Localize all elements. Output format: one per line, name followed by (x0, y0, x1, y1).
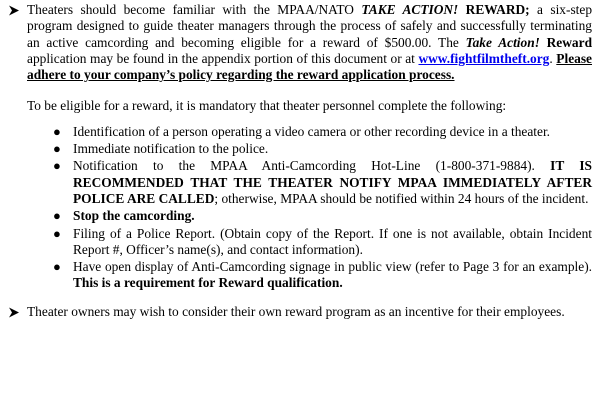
requirement-police-notification: Immediate notification to the police. (73, 141, 269, 157)
requirement-emphasis: This is a requirement for Reward qualification. (73, 275, 343, 291)
bullet-icon: ● (53, 208, 61, 224)
arrow-item-owner-reward (8, 304, 592, 320)
paragraph-text: a six-step program designed to guide theater managers through the process of safely and successfully terminating an active camcording and becoming eligible for a reward of $500.00. The (27, 2, 593, 50)
list-item (53, 141, 592, 157)
bullet-icon: ● (53, 123, 61, 139)
arrow-item-take-action (8, 2, 592, 83)
arrow-bullet-icon (8, 304, 27, 318)
policy-notice: Please adhere to your company’s policy regarding the reward application process. (27, 50, 592, 83)
bullet-icon: ● (53, 225, 61, 241)
application-reward-word: Reward (539, 34, 593, 50)
list-item (53, 124, 592, 140)
bullet-icon: ● (53, 259, 61, 275)
requirement-text: ; otherwise, MPAA should be notified within 24 hours of the incident. (214, 190, 589, 206)
requirement-text: Notification to the MPAA Anti-Camcording Hot-Line (1-800-371-9884). (73, 158, 551, 174)
paragraph-text: application may be found in the appendix portion of this document or at (27, 50, 419, 66)
paragraph-text: . (549, 50, 557, 66)
requirement-identification: Identification of a person operating a video camera or other recording device in a theater. (73, 123, 551, 139)
eligibility-intro: To be eligible for a reward, it is mandatory that theater personnel complete the following: (27, 98, 507, 114)
take-action-paragraph (27, 2, 592, 83)
owner-reward-paragraph: Theater owners may wish to consider their own reward program as an incentive for their employees. (27, 303, 565, 319)
arrow-bullet-icon (8, 2, 27, 16)
fightfilmtheft-link[interactable]: www.fightfilmtheft.org (418, 50, 550, 66)
requirements-list (8, 124, 592, 292)
requirement-police-report: Filing of a Police Report. (Obtain copy of the Report. If one is not available, obtain Incident Report #, Officer’s name(s), and contact information). (73, 225, 592, 257)
requirement-text: Have open display of Anti-Camcording signage in public view (refer to Page 3 for an example). (73, 259, 592, 275)
list-item (53, 259, 592, 292)
requirement-mpaa-notification (73, 158, 592, 207)
bullet-icon: ● (53, 141, 61, 157)
list-item (53, 208, 592, 224)
reward-word: REWARD; (458, 2, 530, 17)
application-name: Take Action! (465, 34, 540, 50)
requirement-emphasis: IT IS RECOMMENDED THAT THE THEATER NOTIFY MPAA IMMEDIATELY AFTER POLICE ARE CALLED (73, 158, 592, 206)
bullet-icon: ● (53, 158, 61, 174)
list-item (53, 158, 592, 207)
requirement-stop-camcording: Stop the camcording. (73, 208, 195, 224)
list-item (53, 226, 592, 259)
requirement-signage (73, 259, 592, 292)
program-name: TAKE ACTION! (361, 2, 459, 17)
paragraph-text: Theaters should become familiar with the MPAA/NATO (27, 2, 362, 17)
